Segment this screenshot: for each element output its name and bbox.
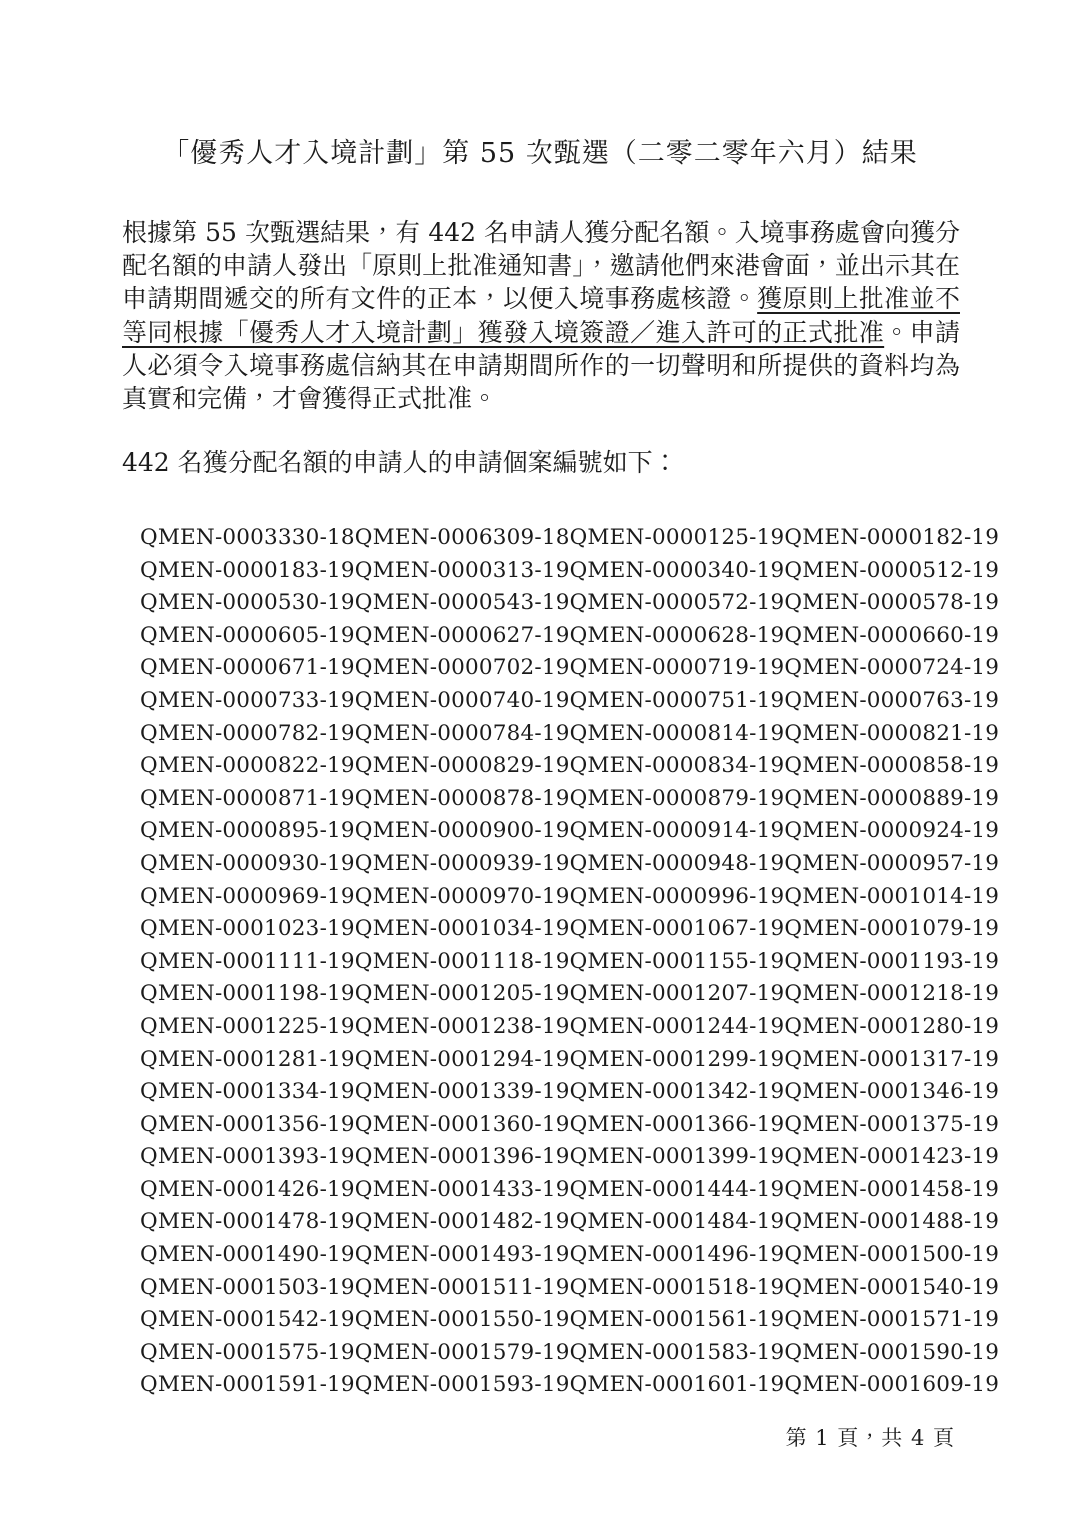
case-number-cell: QMEN-0001484-19 [569,1209,785,1235]
case-number-cell: QMEN-0001280-19 [784,1013,1000,1039]
case-number-cell: QMEN-0001339-19 [354,1079,570,1105]
underlined-text: 獲原則上批准並不等同根據「優秀人才入境計劃」獲發入境簽證／進入許可的正式批准 [122,284,960,347]
table-row [140,652,1000,685]
case-number-cell: QMEN-0001591-19 [140,1372,355,1398]
case-number-cell: QMEN-0000719-19 [569,655,785,681]
case-number-cell: QMEN-0001366-19 [569,1111,785,1137]
case-number-cell: QMEN-0000900-19 [354,818,570,844]
case-number-cell: QMEN-0000733-19 [140,687,355,713]
case-number-table [140,521,1000,1401]
case-number-cell: QMEN-0001490-19 [140,1242,355,1268]
case-number-cell: QMEN-0001482-19 [354,1209,570,1235]
case-number-cell: QMEN-0001118-19 [354,948,570,974]
case-number-cell: QMEN-0001590-19 [784,1339,1000,1365]
case-number-cell: QMEN-0000763-19 [784,687,1000,713]
case-number-cell: QMEN-0001423-19 [784,1144,1000,1170]
case-number-cell: QMEN-0001478-19 [140,1209,355,1235]
case-number-cell: QMEN-0000512-19 [784,557,1000,583]
case-number-cell: QMEN-0000930-19 [140,850,355,876]
case-number-cell: QMEN-0001155-19 [569,948,785,974]
case-number-cell: QMEN-0000671-19 [140,655,355,681]
case-number-cell: QMEN-0000782-19 [140,720,355,746]
case-number-cell: QMEN-0000879-19 [569,785,785,811]
case-number-cell: QMEN-0001205-19 [354,981,570,1007]
table-row [140,1238,1000,1271]
case-number-cell: QMEN-0000578-19 [784,590,1000,616]
case-number-cell: QMEN-0001294-19 [354,1046,570,1072]
case-number-cell: QMEN-0001244-19 [569,1013,785,1039]
case-number-cell: QMEN-0001034-19 [354,916,570,942]
table-row [140,619,1000,652]
case-number-cell: QMEN-0000858-19 [784,753,1000,779]
case-number-cell: QMEN-0000182-19 [784,525,1000,551]
table-row [140,1303,1000,1336]
table-row [140,847,1000,880]
case-number-cell: QMEN-0001500-19 [784,1242,1000,1268]
table-row [140,815,1000,848]
case-number-cell: QMEN-0001433-19 [354,1176,570,1202]
case-number-cell: QMEN-0001225-19 [140,1013,355,1039]
case-number-cell: QMEN-0000969-19 [140,883,355,909]
case-number-cell: QMEN-0001238-19 [354,1013,570,1039]
table-row [140,586,1000,619]
case-number-cell: QMEN-0000822-19 [140,753,355,779]
case-number-cell: QMEN-0001593-19 [354,1372,570,1398]
table-row [140,684,1000,717]
case-number-cell: QMEN-0001198-19 [140,981,355,1007]
case-number-cell: QMEN-0003330-18 [140,525,355,551]
case-number-cell: QMEN-0001356-19 [140,1111,355,1137]
table-row [140,782,1000,815]
case-number-cell: QMEN-0001571-19 [784,1307,1000,1333]
case-number-cell: QMEN-0001458-19 [784,1176,1000,1202]
case-number-cell: QMEN-0001561-19 [569,1307,785,1333]
table-row [140,1075,1000,1108]
case-number-cell: QMEN-0000895-19 [140,818,355,844]
case-number-cell: QMEN-0001601-19 [569,1372,785,1398]
case-number-cell: QMEN-0001493-19 [354,1242,570,1268]
case-number-cell: QMEN-0000834-19 [569,753,785,779]
case-number-cell: QMEN-0000957-19 [784,850,1000,876]
case-number-cell: QMEN-0000572-19 [569,590,785,616]
case-number-cell: QMEN-0006309-18 [354,525,570,551]
case-number-cell: QMEN-0000530-19 [140,590,355,616]
case-number-cell: QMEN-0000784-19 [354,720,570,746]
case-number-cell: QMEN-0001444-19 [569,1176,785,1202]
case-number-cell: QMEN-0001540-19 [784,1274,1000,1300]
case-number-cell: QMEN-0001575-19 [140,1339,355,1365]
table-row [140,978,1000,1011]
table-row [140,1369,1000,1402]
case-number-cell: QMEN-0000924-19 [784,818,1000,844]
table-row [140,1336,1000,1369]
case-number-cell: QMEN-0000889-19 [784,785,1000,811]
case-number-cell: QMEN-0001488-19 [784,1209,1000,1235]
case-number-cell: QMEN-0001503-19 [140,1274,355,1300]
paragraph-text-before-underline: 根據第 55 次甄選結果，有 442 名申請人獲分配名額。入境事務處會向獲分配名額的申請人發出「原則上批准通知書」，邀請他們來港會面，並出示其在申請期間遞交的所有文件的正本，以便入境事務處核證。 [122,218,960,314]
case-number-cell: QMEN-0000724-19 [784,655,1000,681]
case-number-cell: QMEN-0000871-19 [140,785,355,811]
case-number-cell: QMEN-0000702-19 [354,655,570,681]
case-number-cell: QMEN-0001207-19 [569,981,785,1007]
case-number-cell: QMEN-0001023-19 [140,916,355,942]
case-number-cell: QMEN-0000340-19 [569,557,785,583]
case-number-cell: QMEN-0000914-19 [569,818,785,844]
table-row [140,1108,1000,1141]
case-number-cell: QMEN-0000821-19 [784,720,1000,746]
table-row [140,945,1000,978]
table-row [140,554,1000,587]
table-row [140,1141,1000,1174]
case-list-intro: 442 名獲分配名額的申請人的申請個案編號如下： [122,448,678,478]
case-number-cell: QMEN-0001393-19 [140,1144,355,1170]
case-number-cell: QMEN-0000751-19 [569,687,785,713]
case-number-cell: QMEN-0000660-19 [784,622,1000,648]
table-row [140,912,1000,945]
case-number-cell: QMEN-0000970-19 [354,883,570,909]
case-number-cell: QMEN-0001579-19 [354,1339,570,1365]
table-row [140,717,1000,750]
case-number-cell: QMEN-0001399-19 [569,1144,785,1170]
document-title: 「優秀人才入境計劃」第 55 次甄選（二零二零年六月）結果 [162,138,918,169]
table-row [140,1206,1000,1239]
case-number-cell: QMEN-0001511-19 [354,1274,570,1300]
table-row [140,880,1000,913]
case-number-cell: QMEN-0001218-19 [784,981,1000,1007]
table-row [140,1271,1000,1304]
table-row [140,1010,1000,1043]
case-number-cell: QMEN-0001014-19 [784,883,1000,909]
case-number-cell: QMEN-0001583-19 [569,1339,785,1365]
page-number-footer: 第 1 頁，共 4 頁 [785,1426,955,1450]
table-row [140,749,1000,782]
case-number-cell: QMEN-0001067-19 [569,916,785,942]
case-number-cell: QMEN-0001542-19 [140,1307,355,1333]
case-number-cell: QMEN-0001334-19 [140,1079,355,1105]
case-number-cell: QMEN-0001281-19 [140,1046,355,1072]
case-number-cell: QMEN-0001426-19 [140,1176,355,1202]
table-row [140,521,1000,554]
case-number-cell: QMEN-0001346-19 [784,1079,1000,1105]
case-number-cell: QMEN-0001375-19 [784,1111,1000,1137]
case-number-cell: QMEN-0001342-19 [569,1079,785,1105]
table-row [140,1043,1000,1076]
case-number-cell: QMEN-0000605-19 [140,622,355,648]
case-number-cell: QMEN-0000829-19 [354,753,570,779]
case-number-cell: QMEN-0001550-19 [354,1307,570,1333]
case-number-cell: QMEN-0000627-19 [354,622,570,648]
case-number-cell: QMEN-0001396-19 [354,1144,570,1170]
table-row [140,1173,1000,1206]
case-number-cell: QMEN-0001193-19 [784,948,1000,974]
case-number-cell: QMEN-0001609-19 [784,1372,1000,1398]
case-number-cell: QMEN-0001111-19 [140,948,355,974]
case-number-cell: QMEN-0001496-19 [569,1242,785,1268]
case-number-cell: QMEN-0000740-19 [354,687,570,713]
case-number-cell: QMEN-0000125-19 [569,525,785,551]
case-number-cell: QMEN-0000628-19 [569,622,785,648]
case-number-cell: QMEN-0000878-19 [354,785,570,811]
case-number-cell: QMEN-0000948-19 [569,850,785,876]
case-number-cell: QMEN-0000313-19 [354,557,570,583]
case-number-cell: QMEN-0001317-19 [784,1046,1000,1072]
case-number-cell: QMEN-0000939-19 [354,850,570,876]
case-number-cell: QMEN-0001518-19 [569,1274,785,1300]
case-number-cell: QMEN-0000183-19 [140,557,355,583]
case-number-cell: QMEN-0001079-19 [784,916,1000,942]
paragraph-text-after-underline: 。申請人必須令入境事務處信納其在申請期間所作的一切聲明和所提供的資料均為真實和完備，才會獲得正式批准。 [122,317,960,414]
case-number-cell: QMEN-0000996-19 [569,883,785,909]
case-number-cell: QMEN-0001299-19 [569,1046,785,1072]
case-number-cell: QMEN-0000814-19 [569,720,785,746]
intro-paragraph [122,216,960,415]
case-number-cell: QMEN-0000543-19 [354,590,570,616]
case-number-cell: QMEN-0001360-19 [354,1111,570,1137]
